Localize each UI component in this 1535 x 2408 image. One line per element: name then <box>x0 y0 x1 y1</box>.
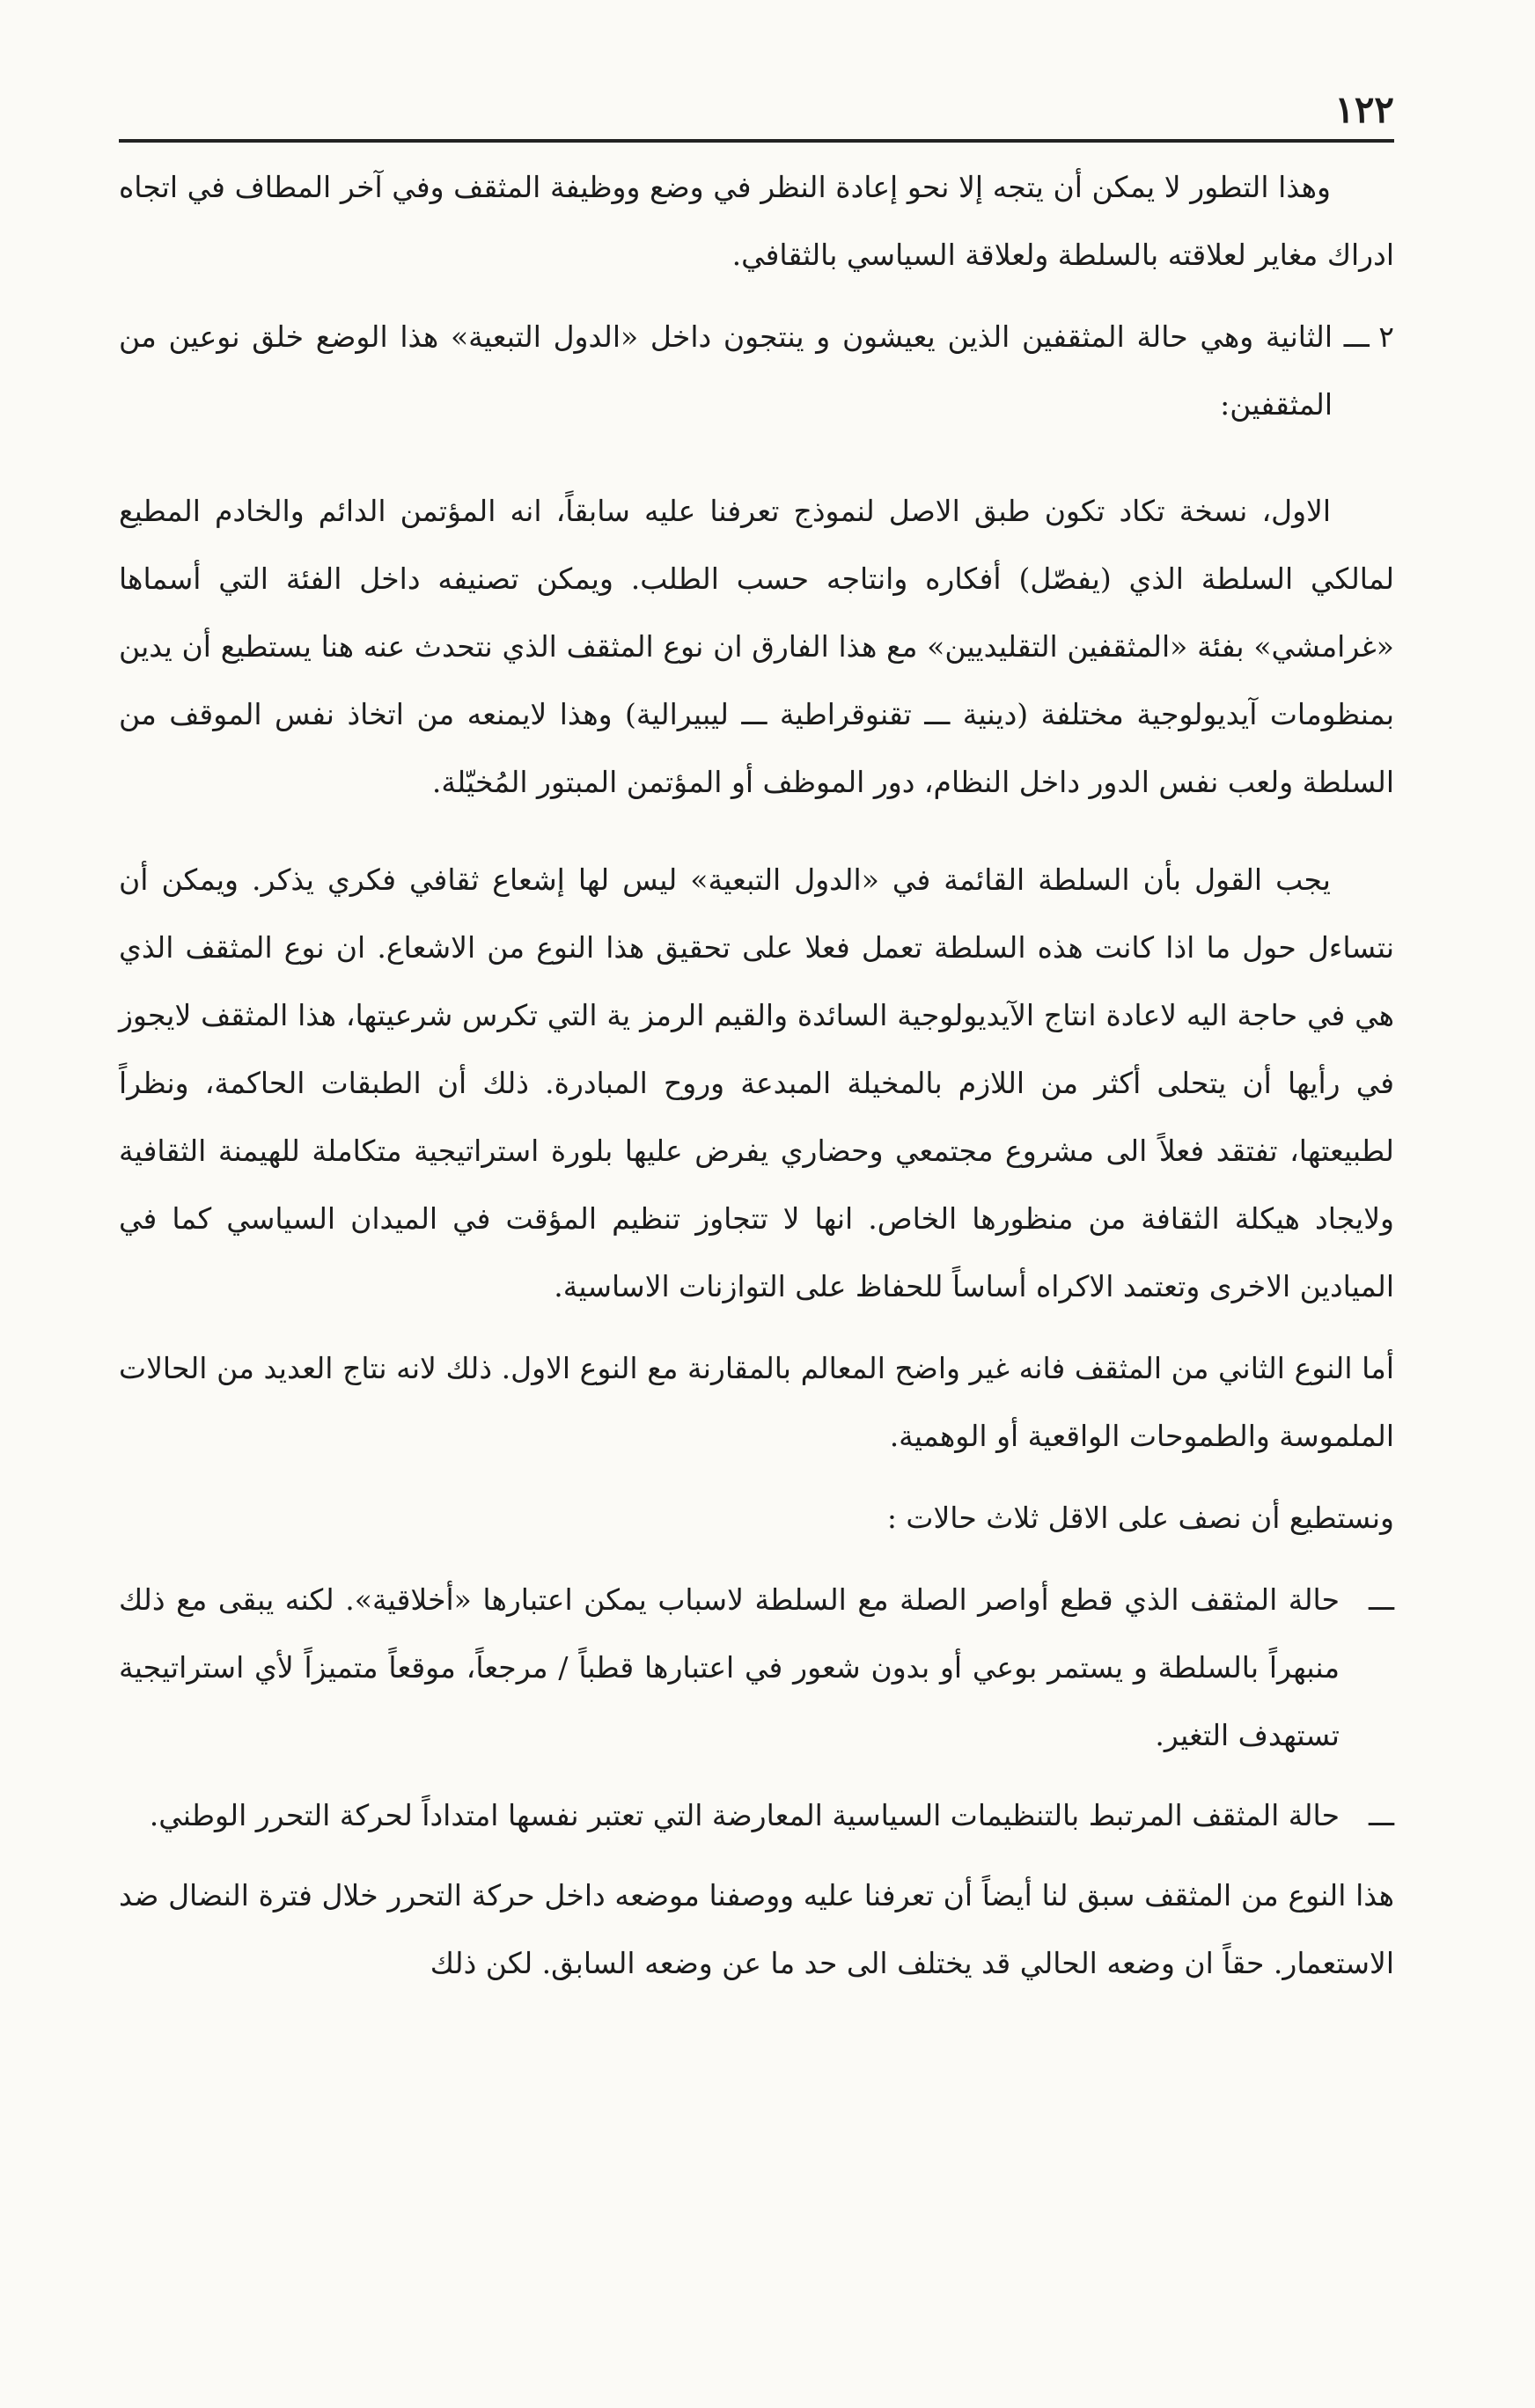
paragraph-first-type: الاول، نسخة تكاد تكون طبق الاصل لنموذج تعرفنا عليه سابقاً، انه المؤتمن الدائم والخادم المطيع لمالكي السلطة الذي (يفصّل) أفكاره وانتاجه حسب الطلب. ويمكن تصنيفه داخل الفئة التي أسماها «غرامشي» بفئة «المثقفين التقليديين» مع هذا الفارق ان نوع المثقف الذي نتحدث عنه هنا يستطيع أن يدين بمنظومات آيديولوجية مختلفة (دينية ـــ تقنوقراطية ـــ ليبيرالية) وهذا لايمنعه من اتخاذ نفس الموقف من السلطة ولعب نفس الدور داخل النظام، دور الموظف أو المؤتمن المبتور المُخيّلة. <box>119 494 1394 799</box>
dash-text-1: حالة المثقف الذي قطع أواصر الصلة مع السلطة لاسباب يمكن اعتبارها «أخلاقية». لكنه يبقى مع ذلك منبهراً بالسلطة و يستمر بوعي أو بدون شعور في اعتبارها قطباً / مرجعاً، موقعاً متميزاً لأي استراتيجية تستهدف التغير. <box>119 1582 1340 1752</box>
dash-marker-1: ـــ <box>1368 1582 1394 1617</box>
page-number: ١٢٢ <box>1334 88 1394 131</box>
paragraph-closing: هذا النوع من المثقف سبق لنا أيضاً أن تعرفنا عليه ووصفنا موضعه داخل حركة التحرر خلال فترة النضال ضد الاستعمار. حقاً ان وضعه الحالي قد يختلف الى حد ما عن وضعه السابق. لكن ذلك <box>119 1878 1394 1980</box>
paragraph-three-cases: ونستطيع أن نصف على الاقل ثلاث حالات : <box>886 1501 1394 1535</box>
item-text-2: الثانية وهي حالة المثقفين الذين يعيشون و ينتجون داخل «الدول التبعية» هذا الوضع خلق نوعين من المثقفين: <box>119 319 1333 422</box>
paragraph-second-type: أما النوع الثاني من المثقف فانه غير واضح المعالم بالمقارنة مع النوع الاول. ذلك لانه نتاج العديد من الحالات الملموسة والطموحات الواقعية أو الوهمية. <box>119 1351 1394 1453</box>
header-rule <box>119 139 1394 143</box>
item-number-2: ٢ ـــ <box>1343 319 1394 354</box>
paragraph-state-authority: يجب القول بأن السلطة القائمة في «الدول التبعية» ليس لها إشعاع ثقافي فكري يذكر. ويمكن أن نتساءل حول ما اذا كانت هذه السلطة تعمل فعلا على تحقيق هذا النوع من الاشعاع. ان نوع المثقف الذي هي في حاجة اليه لاعادة انتاج الآيديولوجية السائدة والقيم الرمز ية التي تكرس شرعيتها، هذا المثقف لايجوز في رأيها أن يتحلى أكثر من اللازم بالمخيلة المبدعة وروح المبادرة. ذلك أن الطبقات الحاكمة، ونظراً لطبيعتها، تفتقد فعلاً الى مشروع مجتمعي وحضاري يفرض عليها بلورة استراتيجية متكاملة للهيمنة الثقافية ولايجاد هيكلة الثقافة من منظورها الخاص. انها لا تتجاوز تنظيم المؤقت في الميدان السياسي كما في الميادين الاخرى وتعتمد الاكراه أساساً للحفاظ على التوازنات الاساسية. <box>119 863 1394 1303</box>
dash-text-2: حالة المثقف المرتبط بالتنظيمات السياسية المعارضة التي تعتبر نفسها امتداداً لحركة التحرر الوطني. <box>149 1798 1340 1832</box>
page-body <box>119 153 1394 1997</box>
dash-marker-2: ـــ <box>1368 1798 1394 1832</box>
numbered-item-2 <box>119 303 1394 438</box>
paragraph-1: وهذا التطور لا يمكن أن يتجه إلا نحو إعادة النظر في وضع ووظيفة المثقف وفي آخر المطاف في اتجاه ادراك مغاير لعلاقته بالسلطة ولعلاقة السياسي بالثقافي. <box>119 170 1394 272</box>
dash-item-2 <box>119 1781 1394 1849</box>
page-header <box>119 88 1394 143</box>
dash-item-1 <box>119 1566 1394 1769</box>
